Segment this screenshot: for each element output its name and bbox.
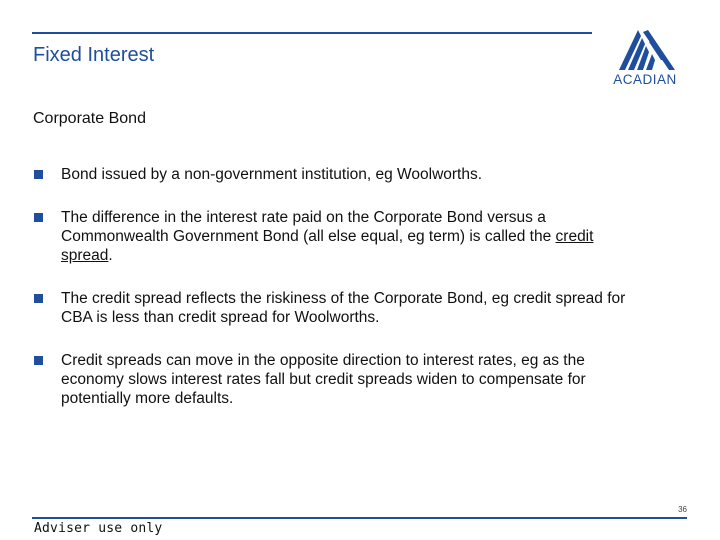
slide-title: Fixed Interest <box>33 44 155 66</box>
square-bullet-icon <box>34 213 43 222</box>
bullet-text: Bond issued by a non-government institution, eg Woolworths. <box>61 166 483 183</box>
credit-spread-term: credit spread <box>61 228 594 264</box>
square-bullet-icon <box>34 170 43 179</box>
bullet-text-end: . <box>108 247 113 264</box>
bullet-list <box>33 165 633 432</box>
bullet-item <box>33 351 633 408</box>
square-bullet-icon <box>34 294 43 303</box>
page-number: 36 <box>678 505 687 514</box>
bullet-text: The credit spread reflects the riskiness of the Corporate Bond, eg credit spread for CBA is less than credit spread for Woolworths. <box>61 290 626 326</box>
bullet-item <box>33 208 633 265</box>
acadian-logo-icon <box>619 30 675 70</box>
bullet-text: The difference in the interest rate paid on the Corporate Bond versus a Commonwealth Government Bond (all else equal, eg term) is called the <box>61 209 556 245</box>
header-rule <box>32 32 592 34</box>
bullet-item <box>33 165 633 184</box>
square-bullet-icon <box>34 356 43 365</box>
footer-note: Adviser use only <box>34 521 163 536</box>
bullet-item <box>33 289 633 327</box>
logo-wordmark: ACADIAN <box>613 72 677 87</box>
section-heading: Corporate Bond <box>33 110 146 127</box>
bullet-text: Credit spreads can move in the opposite direction to interest rates, eg as the economy slows interest rates fall but credit spreads widen to compensate for potentially more defaults. <box>61 352 586 407</box>
acadian-logo <box>605 28 685 90</box>
footer-rule <box>32 517 687 519</box>
